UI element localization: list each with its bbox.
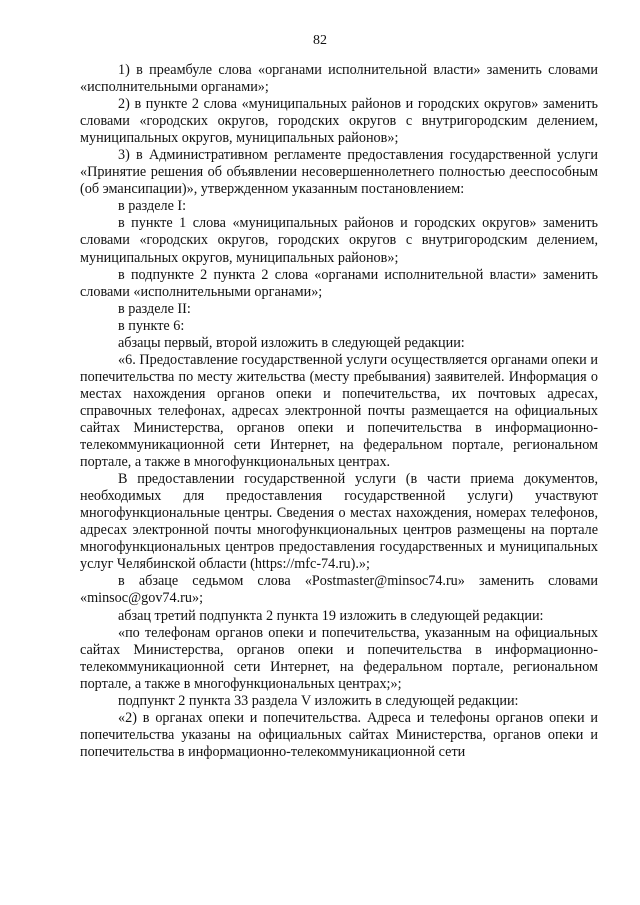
paragraph: «6. Предоставление государственной услуги осуществляется органами опеки и попечительства по месту жительства (месту пребывания) заявителей. Информация о местах нахождения органов опеки и попечительства, их почтовых адресах, справочных телефонах, адресах электронной почты размещается на официальных сайтах Министерства, органов опеки и попечительства в информационно-телекоммуникационной сети Интернет, на федеральном портале, региональном портале, а также в многофункциональных центрах.	[80, 351, 598, 471]
paragraph: 2) в пункте 2 слова «муниципальных районов и городских округов» заменить словами «городских округов, городских округов с внутригородским делением, муниципальных округов, муниципальных районов»;	[80, 96, 598, 147]
paragraph: 1) в преамбуле слова «органами исполнительной власти» заменить словами «исполнительными органами»;	[80, 62, 598, 96]
paragraph: 3) в Административном регламенте предоставления государственной услуги «Принятие решения об объявлении несовершеннолетнего полностью дееспособным (об эмансипации)», утвержденном указанным постановлением:	[80, 147, 598, 198]
paragraph: подпункт 2 пункта 33 раздела V изложить в следующей редакции:	[118, 692, 519, 709]
paragraph: в абзаце седьмом слова «Postmaster@minsoc74.ru» заменить словами «minsoc@gov74.ru»;	[80, 573, 598, 607]
paragraph: В предоставлении государственной услуги (в части приема документов, необходимых для предоставления государственной услуги) участвуют многофункциональные центры. Сведения о местах нахождения, номерах телефонов, адресах электронной почты многофункциональных центров размещены на портале многофункциональных центров предоставления государственных и муниципальных услуг Челябинской области (https://mfc-74.ru).»;	[80, 471, 598, 573]
paragraph: в пункте 1 слова «муниципальных районов и городских округов» заменить словами «городских округов, городских округов с внутригородским делением, муниципальных округов, муниципальных районов»;	[80, 215, 598, 266]
paragraph: в пункте 6:	[118, 317, 185, 334]
document-body	[80, 62, 598, 761]
paragraph: «2) в органах опеки и попечительства. Адреса и телефоны органов опеки и попечительства указаны на официальных сайтах Министерства, органов опеки и попечительства в информационно-телекоммуникационной сети	[80, 709, 598, 760]
paragraph: «по телефонам органов опеки и попечительства, указанным на официальных сайтах Министерства, органов опеки и попечительства в информационно-телекоммуникационной сети Интернет, на федеральном портале, региональном портале, а также в многофункциональных центрах;»;	[80, 624, 598, 692]
paragraph: в разделе II:	[118, 300, 191, 317]
paragraph: абзац третий подпункта 2 пункта 19 изложить в следующей редакции:	[118, 607, 544, 624]
paragraph: абзацы первый, второй изложить в следующей редакции:	[118, 334, 465, 351]
page-number: 82	[313, 33, 327, 48]
paragraph: в разделе I:	[118, 198, 187, 215]
paragraph: в подпункте 2 пункта 2 слова «органами исполнительной власти» заменить словами «исполнительными органами»;	[80, 266, 598, 300]
